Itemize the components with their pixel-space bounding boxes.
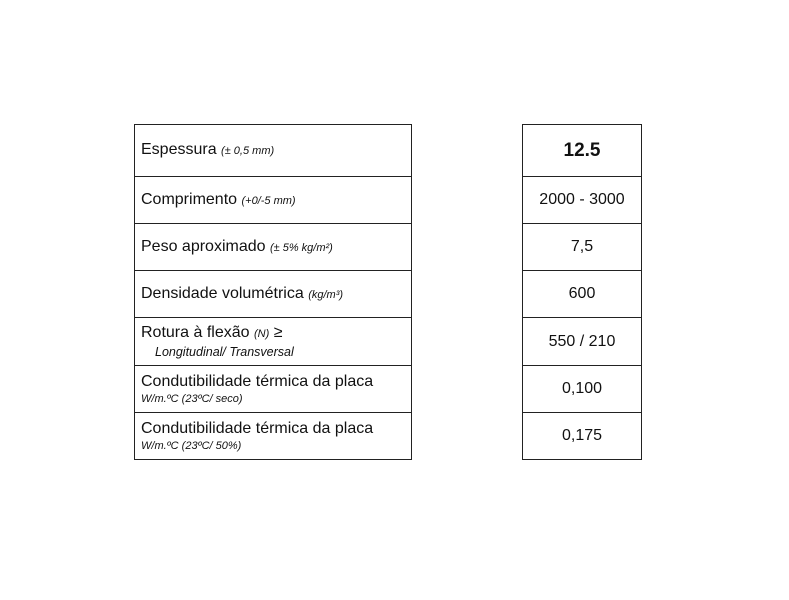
property-label: Rotura à flexão — [141, 324, 250, 341]
value-thickness: 12.5 — [563, 139, 601, 161]
property-row-weight — [135, 224, 411, 271]
property-subtext: Longitudinal/ Transversal — [155, 345, 294, 359]
property-row-flexural-strength — [135, 318, 411, 366]
property-row-length — [135, 177, 411, 224]
property-row-thermal-humid — [135, 413, 411, 459]
value-flexural-strength: 550 / 210 — [548, 332, 616, 350]
value-thermal-humid: 0,175 — [561, 427, 603, 444]
value-cell — [523, 413, 641, 459]
property-label: Condutibilidade térmica da placa — [141, 372, 374, 390]
value-cell — [523, 318, 641, 366]
value-thermal-dry: 0,100 — [561, 380, 603, 397]
value-cell — [523, 366, 641, 413]
property-unit: (N) — [253, 328, 270, 340]
property-symbol: ≥ — [273, 324, 283, 341]
property-label: Espessura — [141, 141, 217, 158]
property-row-thickness — [135, 125, 411, 177]
property-row-thermal-dry — [135, 366, 411, 413]
property-label: Peso aproximado — [141, 237, 266, 255]
properties-table — [134, 124, 412, 460]
property-subtext: W/m.ºC (23ºC/ 50%) — [141, 439, 242, 452]
property-label: Comprimento — [141, 190, 238, 208]
value-weight: 7,5 — [570, 238, 594, 255]
property-unit: (± 0,5 mm) — [221, 145, 275, 157]
property-unit: (+0/-5 mm) — [241, 194, 296, 207]
value-cell — [523, 125, 641, 177]
property-label: Densidade volumétrica — [141, 284, 304, 302]
property-unit: (kg/m³) — [308, 288, 344, 301]
value-cell — [523, 177, 641, 224]
value-density: 600 — [568, 285, 596, 302]
property-label: Condutibilidade térmica da placa — [141, 419, 374, 437]
property-unit: (± 5% kg/m²) — [269, 241, 333, 254]
value-cell — [523, 271, 641, 318]
value-cell — [523, 224, 641, 271]
property-subtext: W/m.ºC (23ºC/ seco) — [141, 392, 243, 405]
values-table — [522, 124, 642, 460]
property-row-density — [135, 271, 411, 318]
value-length: 2000 - 3000 — [539, 191, 625, 208]
